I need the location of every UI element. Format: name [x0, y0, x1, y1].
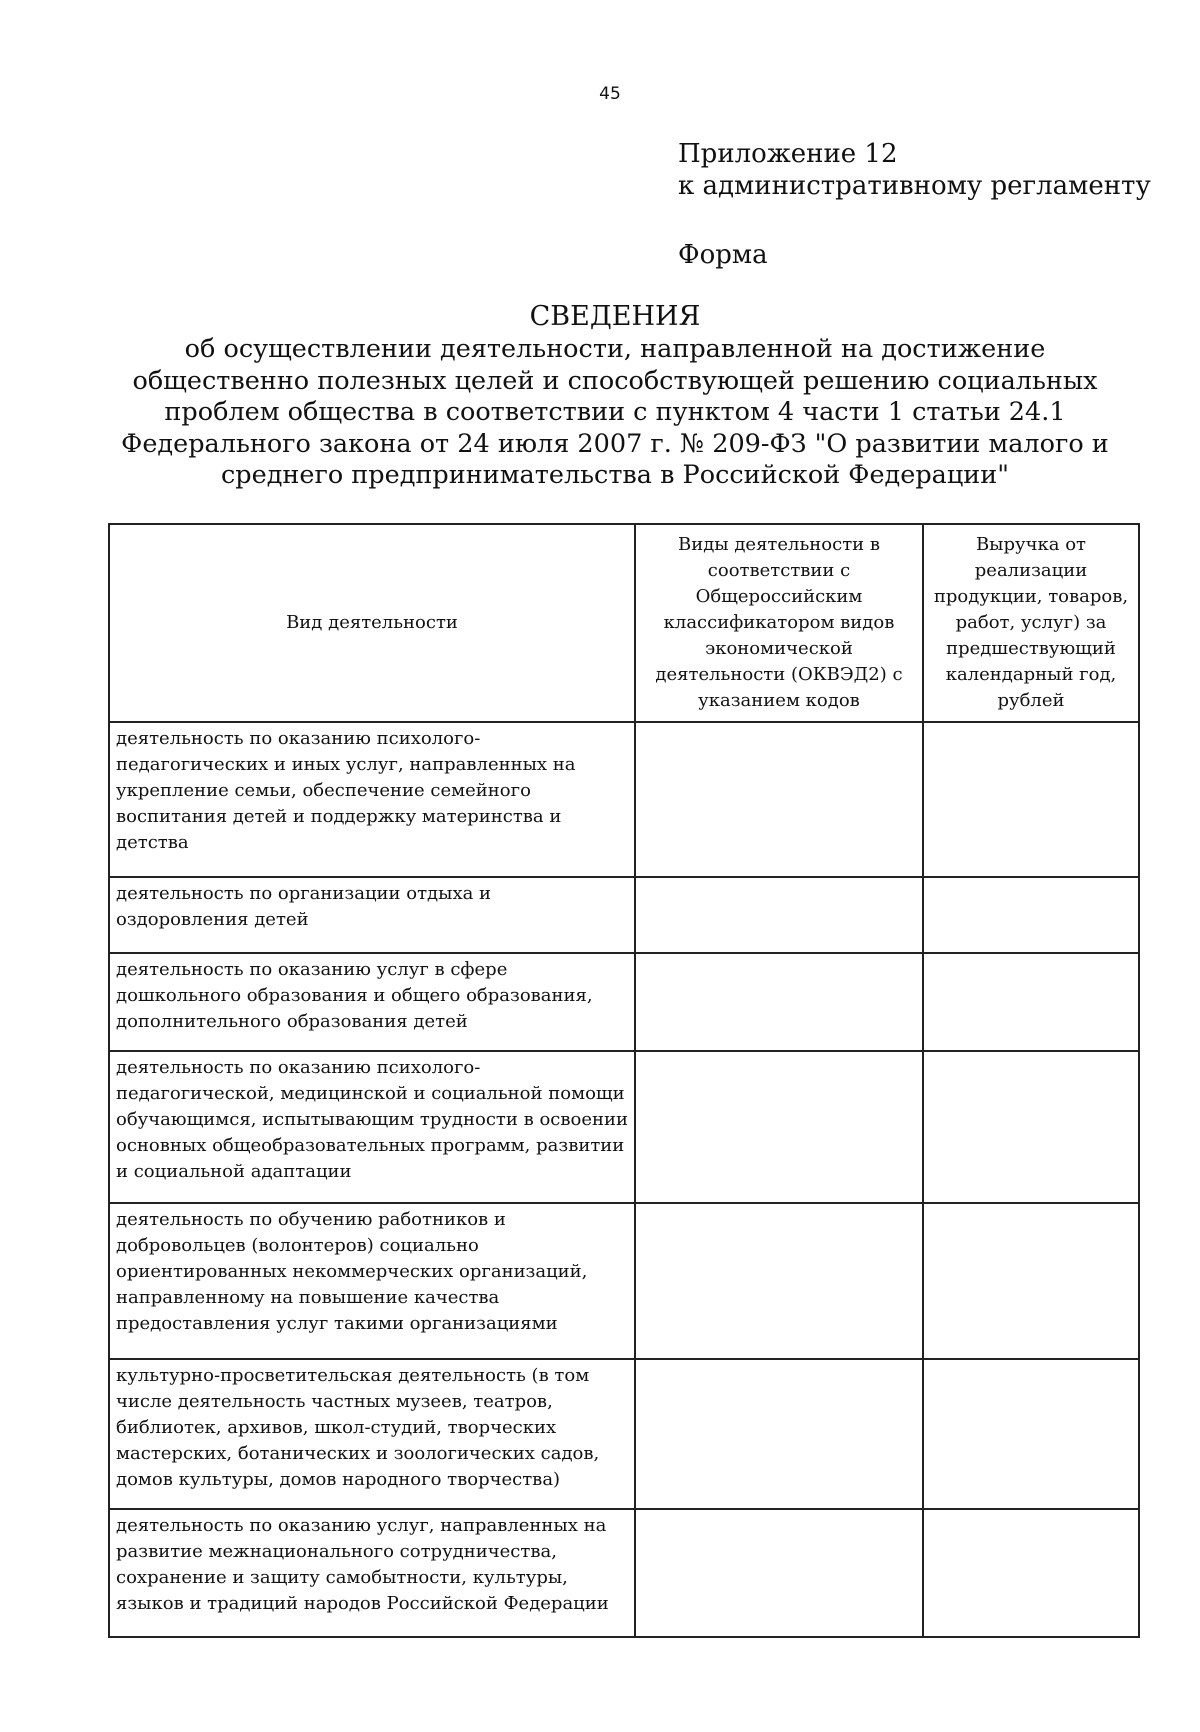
- okved-cell[interactable]: [635, 722, 923, 877]
- revenue-cell[interactable]: [923, 1509, 1139, 1637]
- revenue-cell[interactable]: [923, 1359, 1139, 1509]
- column-header-revenue: Выручка от реализации продукции, товаров, работ, услуг) за предшествующий календарный год, рублей: [923, 524, 1139, 722]
- column-header-okved: Виды деятельности в соответствии с Общероссийским классификатором видов экономической деятельности (ОКВЭД2) с указанием кодов: [635, 524, 923, 722]
- revenue-cell[interactable]: [923, 1203, 1139, 1359]
- appendix-line-1: Приложение 12: [678, 139, 898, 169]
- appendix-line-2: к административному регламенту: [678, 171, 1151, 201]
- activity-cell: деятельность по оказанию психолого-педагогических и иных услуг, направленных на укрепление семьи, обеспечение семейного воспитания детей и поддержку материнства и детства: [109, 722, 635, 877]
- activity-cell: деятельность по организации отдыха и оздоровления детей: [109, 877, 635, 953]
- appendix-note: [678, 138, 1151, 202]
- table-header-row: [109, 524, 1139, 722]
- activity-cell: культурно-просветительская деятельность (в том числе деятельность частных музеев, театров, библиотек, архивов, школ-студий, творческих мастерских, ботанических и зоологических садов, домов культуры, домов народного творчества): [109, 1359, 635, 1509]
- table-row: [109, 722, 1139, 877]
- okved-cell[interactable]: [635, 877, 923, 953]
- revenue-cell[interactable]: [923, 1051, 1139, 1203]
- activity-cell: деятельность по оказанию психолого-педагогической, медицинской и социальной помощи обучающимся, испытывающим трудности в освоении основных общеобразовательных программ, развитии и социальной адаптации: [109, 1051, 635, 1203]
- okved-cell[interactable]: [635, 1203, 923, 1359]
- document-title: СВЕДЕНИЯ: [529, 301, 701, 332]
- revenue-cell[interactable]: [923, 953, 1139, 1051]
- table-row: [109, 1359, 1139, 1509]
- revenue-cell[interactable]: [923, 722, 1139, 877]
- activity-cell: деятельность по оказанию услуг, направленных на развитие межнационального сотрудничества, сохранение и защиту самобытности, культуры, языков и традиций народов Российской Федерации: [109, 1509, 635, 1637]
- okved-cell[interactable]: [635, 1509, 923, 1637]
- okved-cell[interactable]: [635, 953, 923, 1051]
- column-header-activity: Вид деятельности: [109, 524, 635, 722]
- page-number: 45: [599, 84, 621, 104]
- table-row: [109, 1051, 1139, 1203]
- okved-cell[interactable]: [635, 1051, 923, 1203]
- table-row: [109, 953, 1139, 1051]
- activity-cell: деятельность по оказанию услуг в сфере дошкольного образования и общего образования, дополнительного образования детей: [109, 953, 635, 1051]
- revenue-cell[interactable]: [923, 877, 1139, 953]
- okved-cell[interactable]: [635, 1359, 923, 1509]
- activity-table: [108, 523, 1140, 1638]
- table-row: [109, 877, 1139, 953]
- document-subtitle: об осуществлении деятельности, направленной на достижение общественно полезных целей и способствующей решению социальных проблем общества в соответствии с пунктом 4 части 1 статьи 24.1 Федерального закона от 24 июля 2007 г. № 209-ФЗ "О развитии малого и среднего предпринимательства в Российской Федерации": [121, 334, 1109, 490]
- table-row: [109, 1203, 1139, 1359]
- table-row: [109, 1509, 1139, 1637]
- form-label: Форма: [678, 240, 768, 270]
- activity-cell: деятельность по обучению работников и добровольцев (волонтеров) социально ориентированных некоммерческих организаций, направленному на повышение качества предоставления услуг такими организациями: [109, 1203, 635, 1359]
